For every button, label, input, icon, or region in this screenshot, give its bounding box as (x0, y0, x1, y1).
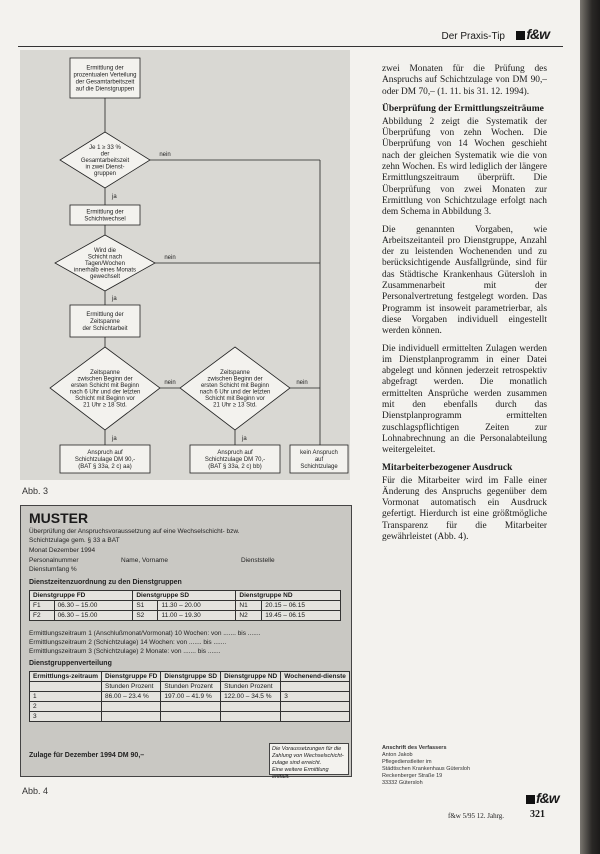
dist-header: Dienstgruppe SD (161, 672, 221, 682)
dist-header: Wochenend-dienste (281, 672, 350, 682)
flow-decision-1: in zwei Dienst- (85, 164, 125, 171)
no-label: nein (164, 380, 176, 386)
paragraph: zwei Monaten für die Prüfung des Anspruchs auf Schichtzulage von DM 90,– oder DM 70,– (1. 11. bis 31. 12. 1994). (382, 64, 547, 97)
cell (221, 702, 281, 712)
distribution-table (29, 671, 350, 722)
period-3: Ermittlungszeitraum 3 (Schichtzulage) 2 Monate: von ....... bis ....... (29, 648, 221, 655)
running-header (18, 26, 563, 47)
flow-result-70: (BAT § 33a, 2 c) bb) (208, 464, 262, 470)
flow-box-zeitspanne: Ermittlung der (86, 312, 124, 318)
cell: S2 (133, 611, 158, 621)
cell (281, 682, 350, 692)
flow-decision-1: Gesamtarbeitszeit (80, 158, 130, 164)
group-nd-header: Dienstgruppe ND (236, 591, 341, 601)
dist-sub: Stunden Prozent (161, 682, 221, 692)
dist-sub: Stunden Prozent (221, 682, 281, 692)
flow-decision-4: Zeitspanne (220, 369, 250, 376)
cell: 2 (30, 702, 102, 712)
figure-3-flowchart (20, 50, 350, 480)
yes-label: ja (112, 194, 117, 200)
flow-box-zeitspanne: der Schichtarbeit (82, 326, 128, 332)
cell: 3 (281, 692, 350, 702)
dist-header: Ermittlungs-zeitraum (30, 672, 102, 682)
author-line: Pflegedienstleiter im (382, 759, 432, 765)
no-label: nein (296, 380, 308, 386)
cell (102, 702, 161, 712)
group-sd-header: Dienstgruppe SD (133, 591, 236, 601)
field-dienststelle: Dienststelle (241, 557, 275, 564)
cell: 11.30 – 20.00 (158, 601, 236, 611)
flow-decision-2: Schicht nach (87, 254, 123, 261)
flow-decision-3: Zeitspanne (90, 369, 120, 376)
form-subtitle-1: Überprüfung der Anspruchsvoraussetzung auf eine Wechselschicht- bzw. (29, 528, 240, 535)
flow-result-none: kein Anspruch (300, 450, 338, 456)
paragraph: Abbildung 2 zeigt die Systematik der Überprüfung von zehn Wochen. Die Überprüfung von 14 Wochen geschieht nach der gleichen Systematik wie die von zehn Wochen. Es wird lediglich der längere Ermittlungszeitraum überprüft. Die Überprüfung von zwei Monaten zur Ermittlung von Schichtzulage erfolgt nach dem Schema in Abbildung 3. (382, 116, 547, 218)
cell (161, 712, 221, 722)
table-row (30, 601, 341, 611)
flow-result-90: Schichtzulage DM 90,- (74, 457, 136, 463)
cell: 19.45 – 06.15 (262, 611, 341, 621)
note-line: Eine weitere Ermittlung entfällt. (272, 767, 329, 780)
author-line: Reckenberger Straße 19 (382, 773, 443, 779)
author-line: Anton Jakob (382, 752, 413, 758)
cell: 197.00 – 41.9 % (161, 692, 221, 702)
cell (281, 702, 350, 712)
yes-label: ja (112, 296, 117, 302)
journal-logo: f&w (516, 26, 549, 42)
note-line: zulage sind erreicht. (272, 760, 322, 766)
cell: 122.00 – 34.5 % (221, 692, 281, 702)
dist-header: Dienstgruppe FD (102, 672, 161, 682)
table-row (30, 611, 341, 621)
cell (161, 702, 221, 712)
section-dienstzeiten: Dienstzeitenzuordnung zu den Dienstgruppen (29, 579, 182, 586)
flowchart-svg (20, 50, 350, 480)
flow-decision-3: zwischen Beginn der (77, 376, 133, 383)
period-1: Ermittlungszeitraum 1 (Anschlußmonat/Vormonat) 10 Wochen: von ....... bis ....... (29, 630, 261, 637)
no-label: nein (159, 152, 171, 158)
total-line: Zulage für Dezember 1994 DM 90,– (29, 752, 145, 759)
form-title: MUSTER (29, 510, 89, 526)
cell: 20.15 – 06.15 (262, 601, 341, 611)
flow-result-70: Anspruch auf (217, 450, 253, 456)
cell: 1 (30, 692, 102, 702)
author-heading: Anschrift des Verfassers (382, 745, 447, 751)
cell (102, 712, 161, 722)
paragraph: Die individuell ermittelten Zulagen werden im Dienstplanprogramm in einer Datei abgelegt und können jederzeit retrospektiv abgefragt werden. Die monatlich ermittelten Ansprüche werden zusammen mit den ebenfalls durch das Dienstplanprogramm ermittelten zuschlagspflichtigen Zeiten zur Lohnabrechnung an die Personalabteilung weitergeleitet. (382, 343, 547, 456)
flow-decision-4: nach 6 Uhr und der letzten (199, 389, 271, 396)
footer-issue: f&w 5/95 12. Jahrg. (448, 812, 505, 820)
period-2: Ermittlungszeitraum 2 (Schichtzulage) 14 Wochen: von ....... bis ....... (29, 639, 227, 646)
flow-result-none: Schichtzulage (300, 464, 338, 470)
flow-decision-2: gewechselt (89, 274, 121, 280)
section-verteilung: Dienstgruppenverteilung (29, 660, 112, 667)
flow-decision-4: Schicht mit Beginn vor (205, 395, 265, 402)
footer-logo: f&w (526, 790, 559, 806)
cell: N2 (236, 611, 262, 621)
heading-ermittlungszeitraeume: Überprüfung der Ermittlungszeiträume (382, 103, 544, 114)
note-line: Zahlung von Wechselschicht- (272, 753, 344, 759)
flow-box-zeitspanne: Zeitspanne (90, 319, 120, 325)
cell: F2 (30, 611, 55, 621)
yes-label: ja (112, 436, 117, 442)
table-row (30, 702, 350, 712)
field-name: Name, Vorname (121, 557, 168, 564)
form-subtitle-2: Schichtzulage gem. § 33 a BAT (29, 537, 120, 544)
paragraph: Die genannten Vorgaben, wie Arbeitszeitanteil pro Dienstgruppe, Anzahl der zu leistenden Wochenenden und zu berücksichtigende Ausfallgründe, sind für das Städtische Krankenhaus Gütersloh in Zusammenarbeit mit der Personalvertretung festgelegt worden. Das Programm ist insoweit parametrierbar, als diese Vorgaben individuell eingestellt werden können. (382, 224, 547, 337)
flow-result-70: Schichtzulage DM 70,- (204, 457, 266, 463)
cell: N1 (236, 601, 262, 611)
cell (221, 712, 281, 722)
cell: S1 (133, 601, 158, 611)
cell (281, 712, 350, 722)
note-line: Die Voraussetzungen für die (272, 746, 342, 752)
flow-decision-2: Wird die (93, 248, 117, 254)
flow-result-90: (BAT § 33a, 2 c) aa) (78, 464, 132, 470)
flow-decision-1: der (100, 151, 110, 158)
result-note (269, 743, 349, 780)
group-fd-header: Dienstgruppe FD (30, 591, 133, 601)
figure-3-label: Abb. 3 (22, 486, 49, 496)
flow-decision-3: Schicht mit Beginn vor (75, 395, 135, 402)
cell: 3 (30, 712, 102, 722)
cell: F1 (30, 601, 55, 611)
cell: 11.00 – 19.30 (158, 611, 236, 621)
flow-decision-1: gruppen (93, 171, 117, 177)
author-address (382, 745, 470, 787)
dist-sub: Stunden Prozent (102, 682, 161, 692)
flow-decision-4: 21 Uhr ≥ 13 Std. (213, 402, 257, 409)
flow-box-start: auf die Dienstgruppen (75, 86, 135, 93)
flow-decision-2: innerhalb eines Monats (73, 267, 137, 274)
figure-4-form (20, 505, 352, 780)
figure-4-label: Abb. 4 (22, 786, 49, 796)
table-row (30, 712, 350, 722)
flow-decision-4: zwischen Beginn der (207, 376, 263, 383)
form-month: Monat Dezember 1994 (29, 547, 96, 554)
field-personalnummer: Personalnummer (29, 557, 79, 564)
no-label: nein (164, 255, 176, 261)
flow-result-90: Anspruch auf (87, 450, 123, 456)
field-dienstumfang: Dienstumfang % (29, 566, 77, 573)
flow-decision-3: 21 Uhr ≥ 18 Std. (83, 402, 127, 409)
author-line: 33332 Gütersloh (382, 780, 423, 786)
flow-result-none: auf (314, 457, 324, 463)
dist-header: Dienstgruppe ND (221, 672, 281, 682)
cell: 06.30 – 15.00 (54, 611, 133, 621)
paragraph: Für die Mitarbeiter wird im Falle einer Änderung des Anspruchs gegenüber dem Vormonat automatisch ein Ausdruck gefertigt. Hierdurch ist eine größtmögliche Transparenz für die Mitarbeiter gewährleistet (Abb. 4). (382, 475, 547, 542)
flow-decision-2: Tagen/Wochen (85, 261, 125, 267)
flow-decision-4: ersten Schicht mit Beginn (200, 382, 270, 389)
flow-decision-3: nach 6 Uhr und der letzten (69, 389, 141, 396)
flow-box-start: Ermittlung der (86, 65, 124, 72)
author-line: Städtischen Krankenhaus Gütersloh (382, 766, 471, 772)
yes-label: ja (242, 436, 247, 442)
running-title: Der Praxis-Tip (441, 31, 505, 42)
flow-box-start: der Gesamtarbeitszeit (75, 79, 135, 86)
cell: 06.30 – 15.00 (54, 601, 133, 611)
cell: 86.00 – 23.4 % (102, 692, 161, 702)
flow-decision-1: Je 1 ≥ 33 % (89, 145, 121, 151)
page-number: 321 (530, 809, 545, 820)
flow-decision-3: ersten Schicht mit Beginn (70, 382, 140, 389)
heading-ausdruck: Mitarbeiterbezogener Ausdruck (382, 462, 513, 473)
cell (30, 682, 102, 692)
table-row (30, 692, 350, 702)
book-spine (580, 0, 600, 854)
flow-box-start: prozentualen Verteilung (73, 72, 137, 79)
flow-box-schichtwechsel: Ermittlung der (86, 209, 124, 216)
flow-box-schichtwechsel: Schichtwechsel (84, 216, 126, 223)
article-column (382, 64, 547, 549)
groups-table (29, 590, 341, 621)
